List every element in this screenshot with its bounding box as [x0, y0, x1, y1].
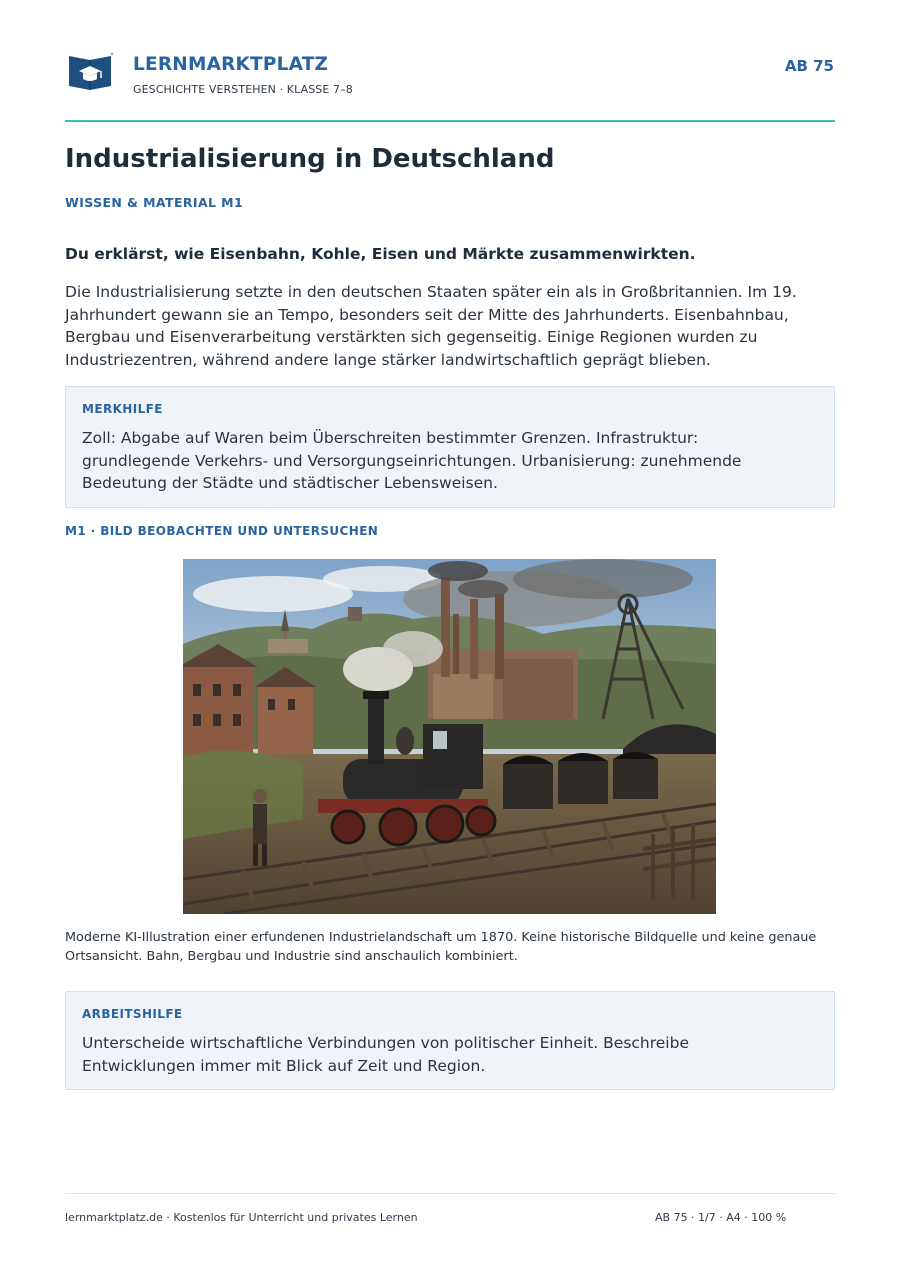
- brand-subtitle: GESCHICHTE VERSTEHEN · KLASSE 7–8: [133, 83, 353, 96]
- industrial-landscape-illustration: [183, 559, 716, 914]
- merkhilfe-text: Zoll: Abgabe auf Waren beim Überschreiten bestimmter Grenzen. Infrastruktur: grundlegende Verkehrs- und Versorgungseinrichtungen. Urbanisierung: zunehmende Bedeutung der Städte und städtischer Lebensweisen.: [82, 429, 742, 493]
- merkhilfe-label: MERKHILFE: [82, 402, 163, 416]
- arbeitshilfe-box: [65, 991, 835, 1090]
- brand-name: LERNMARKTPLATZ: [133, 54, 329, 75]
- footer-source: lernmarktplatz.de · Kostenlos für Unterricht und privates Lernen: [65, 1211, 418, 1224]
- footer-divider: [65, 1193, 835, 1194]
- sheet-number: AB 75: [784, 57, 834, 75]
- image-caption: Moderne KI-Illustration einer erfundenen Industrielandschaft um 1870. Keine historische Bildquelle und keine genaue Ortsansicht. Bahn, Bergbau und Industrie sind anschaulich kombiniert.: [65, 930, 817, 964]
- header-divider: [65, 120, 835, 122]
- intro-paragraph: Die Industrialisierung setzte in den deutschen Staaten später ein als in Großbritannien. Im 19. Jahrhundert gewann sie an Tempo, besonders seit der Mitte des Jahrhunderts. Eisenbahnbau, Bergbau und Eisenverarbeitung verstärkten sich gegenseitig. Einige Regionen wurden zu Industriezentren, während andere lange stärker landwirtschaftlich geprägt blieben.: [65, 283, 797, 369]
- footer-page-info: AB 75 · 1/7 · A4 · 100 %: [655, 1211, 787, 1224]
- merkhilfe-box: [65, 386, 835, 508]
- learning-goal: Du erklärst, wie Eisenbahn, Kohle, Eisen und Märkte zusammenwirkten.: [65, 245, 696, 263]
- logo-icon: [68, 52, 114, 94]
- m1-heading: M1 · BILD BEOBACHTEN UND UNTERSUCHEN: [65, 524, 379, 538]
- section-kicker: WISSEN & MATERIAL M1: [65, 195, 244, 210]
- arbeitshilfe-text: Unterscheide wirtschaftliche Verbindungen von politischer Einheit. Beschreibe Entwicklungen immer mit Blick auf Zeit und Region.: [82, 1034, 689, 1075]
- page-title: Industrialisierung in Deutschland: [65, 144, 555, 174]
- arbeitshilfe-label: ARBEITSHILFE: [82, 1007, 183, 1021]
